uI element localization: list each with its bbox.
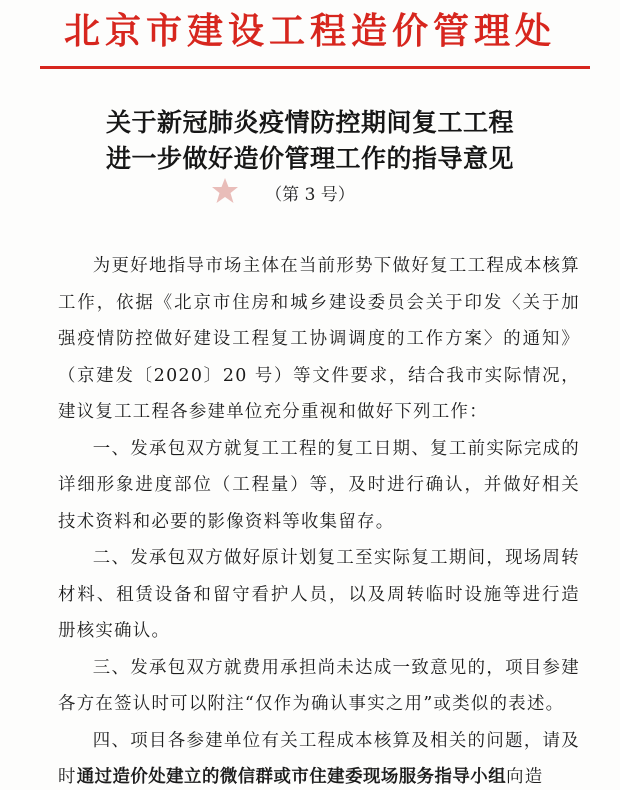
item-3-paragraph: 三、发承包双方就费用承担尚未达成一致意见的，项目参建各方在签认时可以附注“仅作为确认事实之用”或类似的表述。 [58,657,580,714]
document-title [0,105,620,177]
item-1-paragraph: 一、发承包双方就复工工程的复工日期、复工前实际完成的详细形象进度部位（工程量）等，及时进行确认，并做好相关技术资料和必要的影像资料等收集留存。 [58,438,580,532]
organization-header: 北京市建设工程造价管理处 [63,11,556,52]
item-4-start: 四、项目各参建单位有关工程成本核算及相关的问题，请及时 [58,730,580,787]
document-title-line-1: 关于新冠肺炎疫情防控期间复工工程 [105,108,514,137]
item-4-paragraph [58,723,580,796]
document-number: （第 3 号） [265,185,355,205]
document-title-line-2: 进一步做好造价管理工作的指导意见 [105,144,514,173]
item-4-channel: 通过造价处建立的微信群或市住建委现场服务指导小组 [76,767,507,787]
document-body [58,248,580,796]
item-4-end: 向造 [506,767,544,787]
intro-paragraph: 为更好地指导市场主体在当前形势下做好复工工程成本核算工作，依据《北京市住房和城乡建设委员会关于印发〈关于加强疫情防控做好建设工程复工协调调度的工作方案〉的通知》（京建发〔2020〕20 号）等文件要求，结合我市实际情况，建议复工工程各参建单位充分重视和做好下列工作： [58,256,580,422]
item-2-paragraph: 二、发承包双方做好原计划复工至实际复工期间，现场周转材料、租赁设备和留守看护人员，以及周转临时设施等进行造册核实确认。 [58,548,580,641]
header-red-rule [40,66,590,69]
